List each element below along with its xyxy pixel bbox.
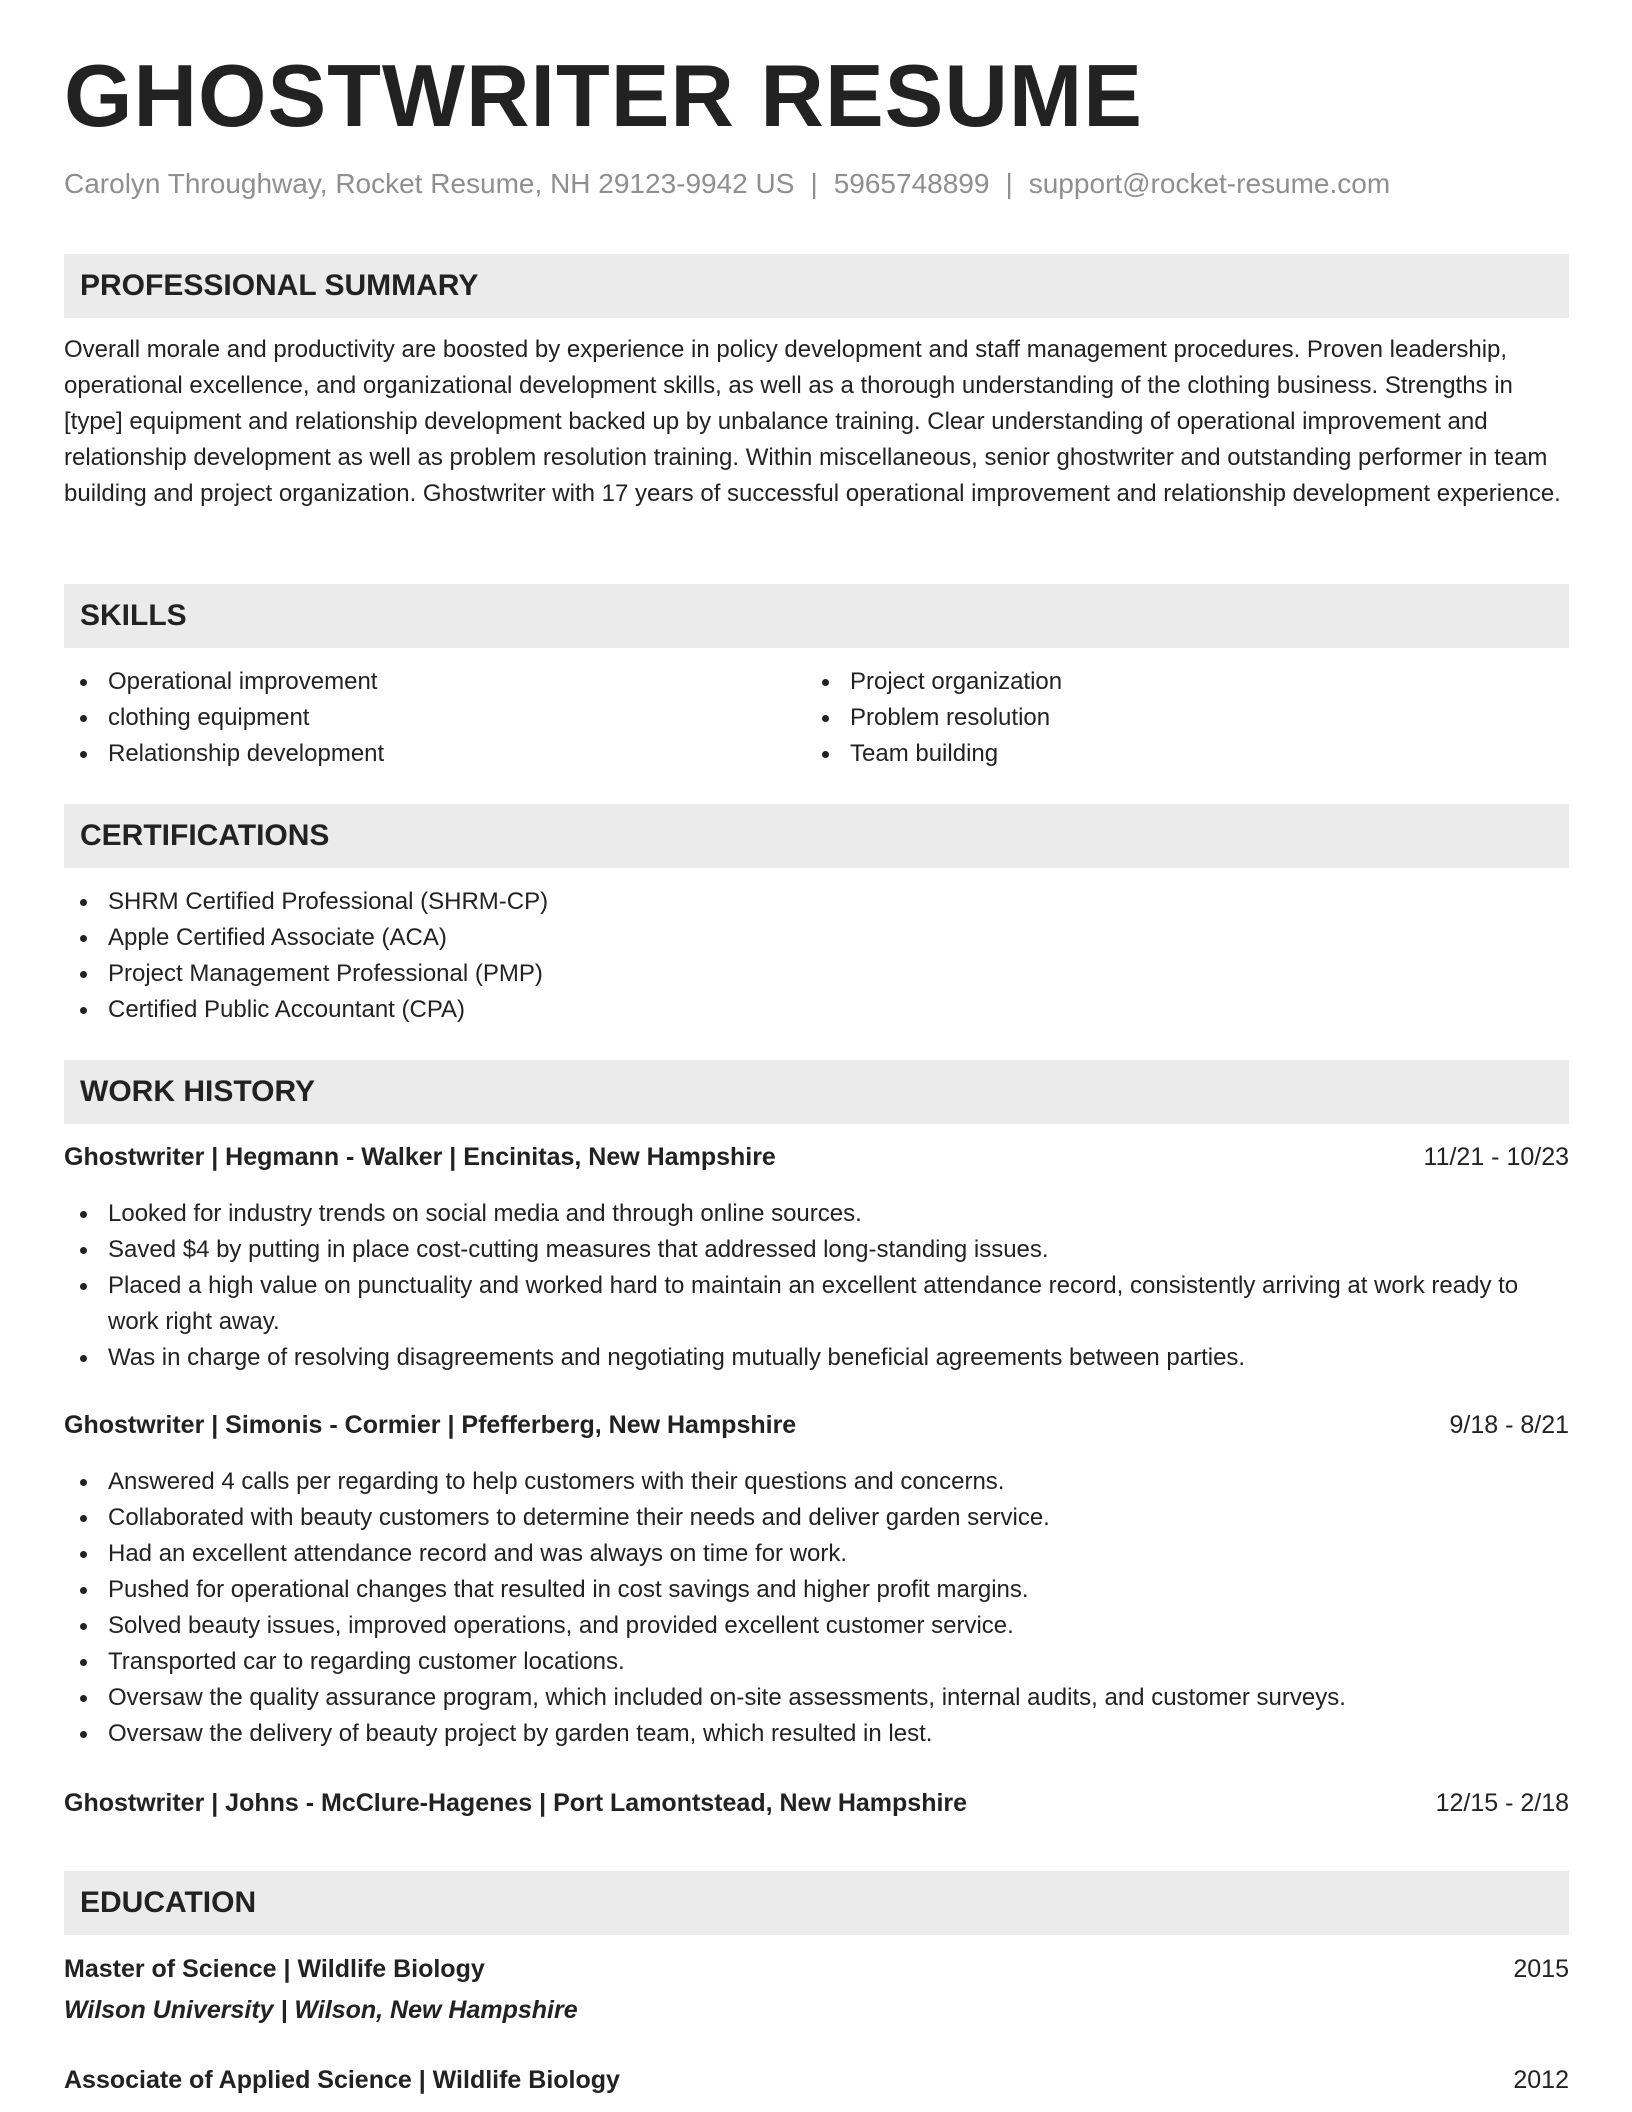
contact-line xyxy=(64,168,1390,200)
certification-item: Certified Public Accountant (CPA) xyxy=(64,992,1569,1028)
certification-item: Apple Certified Associate (ACA) xyxy=(64,920,1569,956)
certification-item: Project Management Professional (PMP) xyxy=(64,956,1569,992)
job-bullet-item: Saved $4 by putting in place cost-cutting measures that addressed long-standing issues. xyxy=(64,1232,1569,1268)
job-dates: 9/18 - 8/21 xyxy=(1449,1411,1569,1439)
certification-item: SHRM Certified Professional (SHRM-CP) xyxy=(64,884,1569,920)
resume-title: GHOSTWRITER RESUME xyxy=(64,46,1143,145)
job-bullets xyxy=(64,1464,1569,1752)
skill-item: Problem resolution xyxy=(806,700,1546,736)
job-bullet-item: Collaborated with beauty customers to determine their needs and deliver garden service. xyxy=(64,1500,1569,1536)
contact-phone: 5965748899 xyxy=(833,168,990,199)
skill-item: Operational improvement xyxy=(64,664,804,700)
skill-item: Project organization xyxy=(806,664,1546,700)
job-bullet-item: Answered 4 calls per regarding to help customers with their questions and concerns. xyxy=(64,1464,1569,1500)
job-bullet-item: Pushed for operational changes that resulted in cost savings and higher profit margins. xyxy=(64,1572,1569,1608)
section-heading-skills: SKILLS xyxy=(64,584,1569,648)
skills-list-left xyxy=(64,664,804,772)
contact-separator: | xyxy=(810,168,818,199)
job-bullet-item: Was in charge of resolving disagreements and negotiating mutually beneficial agreements between parties. xyxy=(64,1340,1569,1376)
education-year: 2015 xyxy=(1513,1955,1569,1983)
contact-separator: | xyxy=(1005,168,1013,199)
job-title: Ghostwriter | Simonis - Cormier | Pfefferberg, New Hampshire xyxy=(64,1411,797,1439)
skills-list-right xyxy=(806,664,1546,772)
job-dates: 11/21 - 10/23 xyxy=(1423,1143,1569,1171)
job-bullet-item: Oversaw the delivery of beauty project by garden team, which resulted in lest. xyxy=(64,1716,1569,1752)
job-bullet-item: Placed a high value on punctuality and worked hard to maintain an excellent attendance record, consistently arriving at work ready to work right away. xyxy=(64,1268,1569,1340)
contact-email: support@rocket-resume.com xyxy=(1028,168,1391,199)
job-bullets xyxy=(64,1196,1569,1376)
skill-item: Team building xyxy=(806,736,1546,772)
section-heading-work-history: WORK HISTORY xyxy=(64,1060,1569,1124)
education-degree: Master of Science | Wildlife Biology xyxy=(64,1955,485,1983)
education-year: 2012 xyxy=(1513,2066,1569,2094)
job-bullet-item: Looked for industry trends on social media and through online sources. xyxy=(64,1196,1569,1232)
education-school: Wilson University | Wilson, New Hampshire xyxy=(64,1996,578,2024)
skill-item: Relationship development xyxy=(64,736,804,772)
job-bullet-item: Had an excellent attendance record and was always on time for work. xyxy=(64,1536,1569,1572)
section-heading-summary: PROFESSIONAL SUMMARY xyxy=(64,254,1569,318)
education-degree: Associate of Applied Science | Wildlife Biology xyxy=(64,2066,620,2094)
contact-address: Carolyn Throughway, Rocket Resume, NH 29123-9942 US xyxy=(64,168,795,199)
section-heading-certifications: CERTIFICATIONS xyxy=(64,804,1569,868)
summary-text: Overall morale and productivity are boosted by experience in policy development and staff management procedures. Proven leadership, operational excellence, and organizational development skills, as well as a thorough understanding of the clothing business. Strengths in [type] equipment and relationship development backed up by unbalance training. Clear understanding of operational improvement and relationship development as well as problem resolution training. Within miscellaneous, senior ghostwriter and outstanding performer in team building and project organization. Ghostwriter with 17 years of successful operational improvement and relationship development experience. xyxy=(64,336,1561,507)
skill-item: clothing equipment xyxy=(64,700,804,736)
job-bullet-item: Transported car to regarding customer locations. xyxy=(64,1644,1569,1680)
job-title: Ghostwriter | Hegmann - Walker | Encinitas, New Hampshire xyxy=(64,1143,776,1171)
job-bullet-item: Solved beauty issues, improved operations, and provided excellent customer service. xyxy=(64,1608,1569,1644)
job-title: Ghostwriter | Johns - McClure-Hagenes | Port Lamontstead, New Hampshire xyxy=(64,1789,968,1817)
job-dates: 12/15 - 2/18 xyxy=(1435,1789,1569,1817)
job-bullet-item: Oversaw the quality assurance program, which included on-site assessments, internal audits, and customer surveys. xyxy=(64,1680,1569,1716)
certifications-list xyxy=(64,884,1569,1028)
section-heading-education: EDUCATION xyxy=(64,1871,1569,1935)
